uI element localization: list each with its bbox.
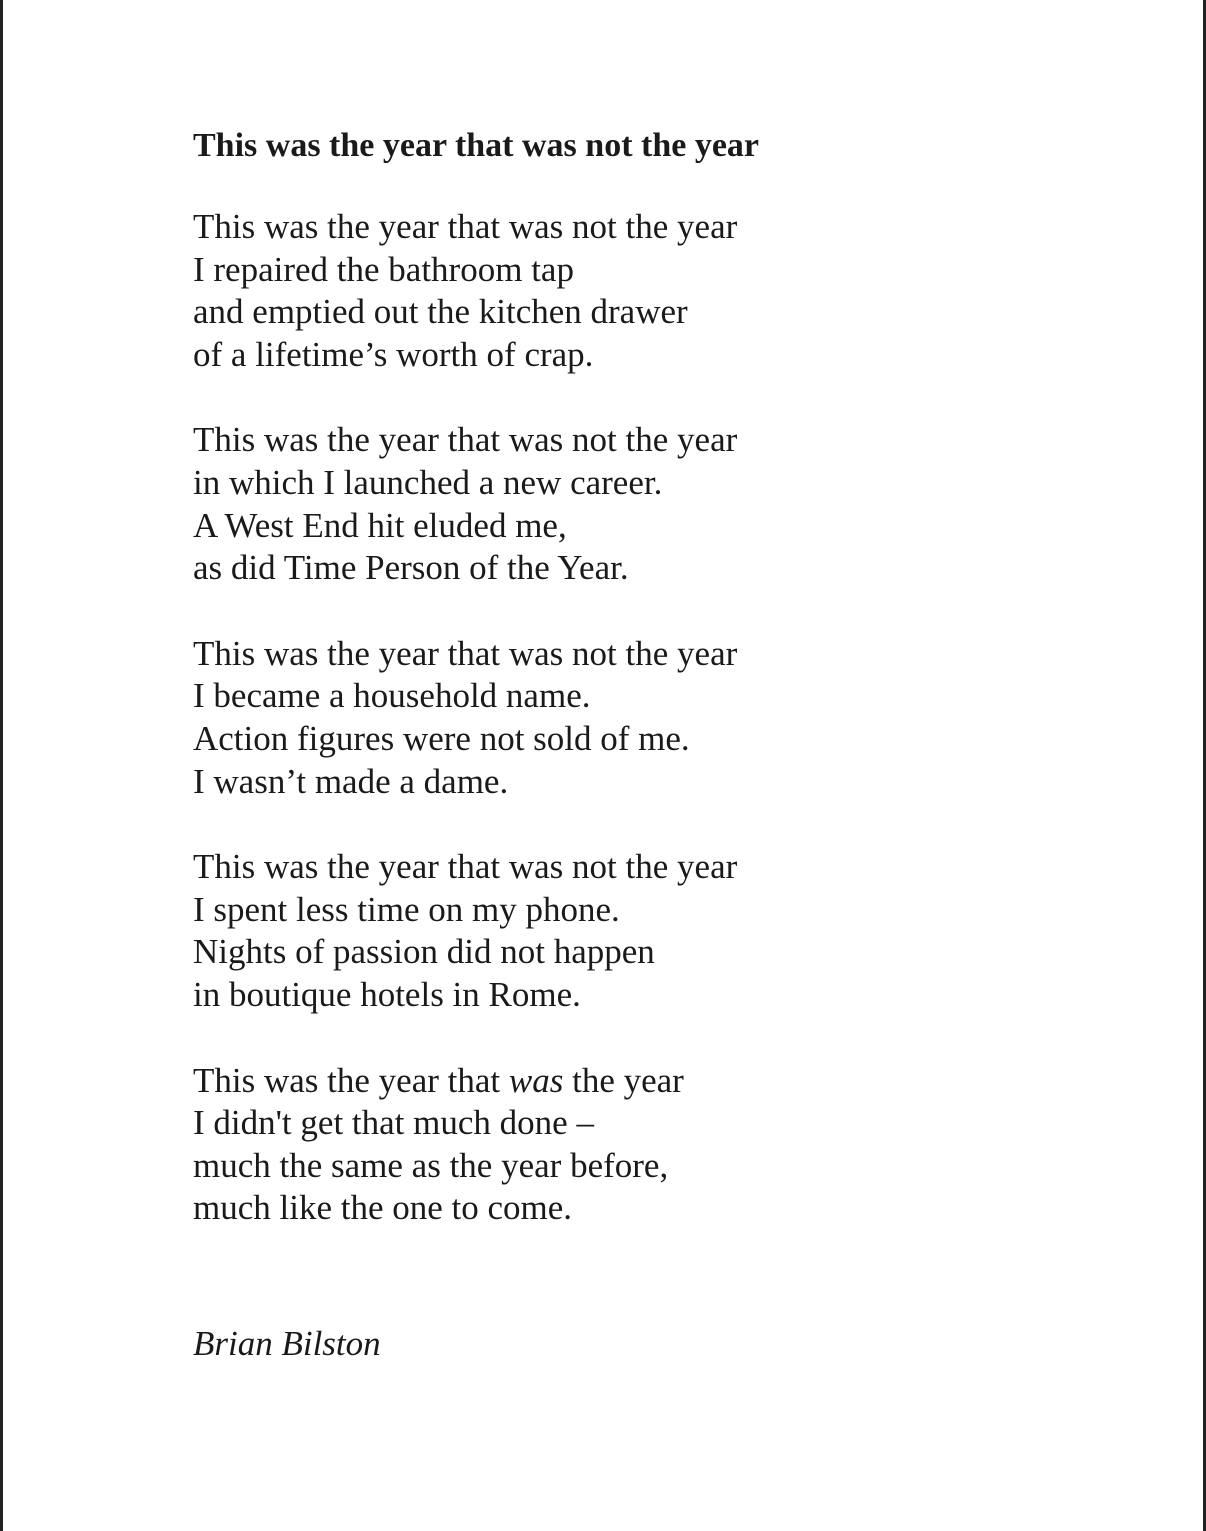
stanza-2 <box>193 419 1093 589</box>
poem-line: as did Time Person of the Year. <box>193 548 629 588</box>
poem-line: in which I launched a new career. <box>193 462 663 502</box>
poem-line: much like the one to come. <box>193 1188 573 1228</box>
emphasized-word: was <box>508 1060 564 1100</box>
stanza-3 <box>193 633 1093 803</box>
poem-line-emphasized <box>193 1060 1093 1103</box>
stanza-5 <box>193 1060 1093 1230</box>
stanza-1 <box>193 206 1093 376</box>
poem-line: I repaired the bathroom tap <box>193 249 574 289</box>
poem-line: I spent less time on my phone. <box>193 889 620 929</box>
poem-line: This was the year that was not the year <box>193 207 738 246</box>
author-name: Brian Bilston <box>193 1324 381 1363</box>
poem-line: Nights of passion did not happen <box>193 932 655 972</box>
poem <box>193 122 1093 1273</box>
poem-line: in boutique hotels in Rome. <box>193 974 581 1014</box>
poem-line: I became a household name. <box>193 676 591 716</box>
poem-line: and emptied out the kitchen drawer <box>193 292 688 332</box>
line-text-before: This was the year that <box>193 1060 509 1100</box>
poem-line: much the same as the year before, <box>193 1145 669 1185</box>
poem-title: This was the year that was not the year <box>193 127 760 164</box>
poem-line: Action figures were not sold of me. <box>193 718 690 758</box>
line-text-after: the year <box>563 1060 684 1100</box>
poem-line: A West End hit eluded me, <box>193 505 567 545</box>
poem-line: This was the year that was not the year <box>193 420 738 460</box>
poem-line: I didn't get that much done – <box>193 1103 594 1143</box>
stanza-4 <box>193 846 1093 1016</box>
poem-line: This was the year that was not the year <box>193 633 738 673</box>
poem-line: of a lifetime’s worth of crap. <box>193 334 594 374</box>
poem-line: This was the year that was not the year <box>193 847 738 887</box>
poem-line: I wasn’t made a dame. <box>193 761 509 801</box>
poem-body <box>193 206 1093 1230</box>
